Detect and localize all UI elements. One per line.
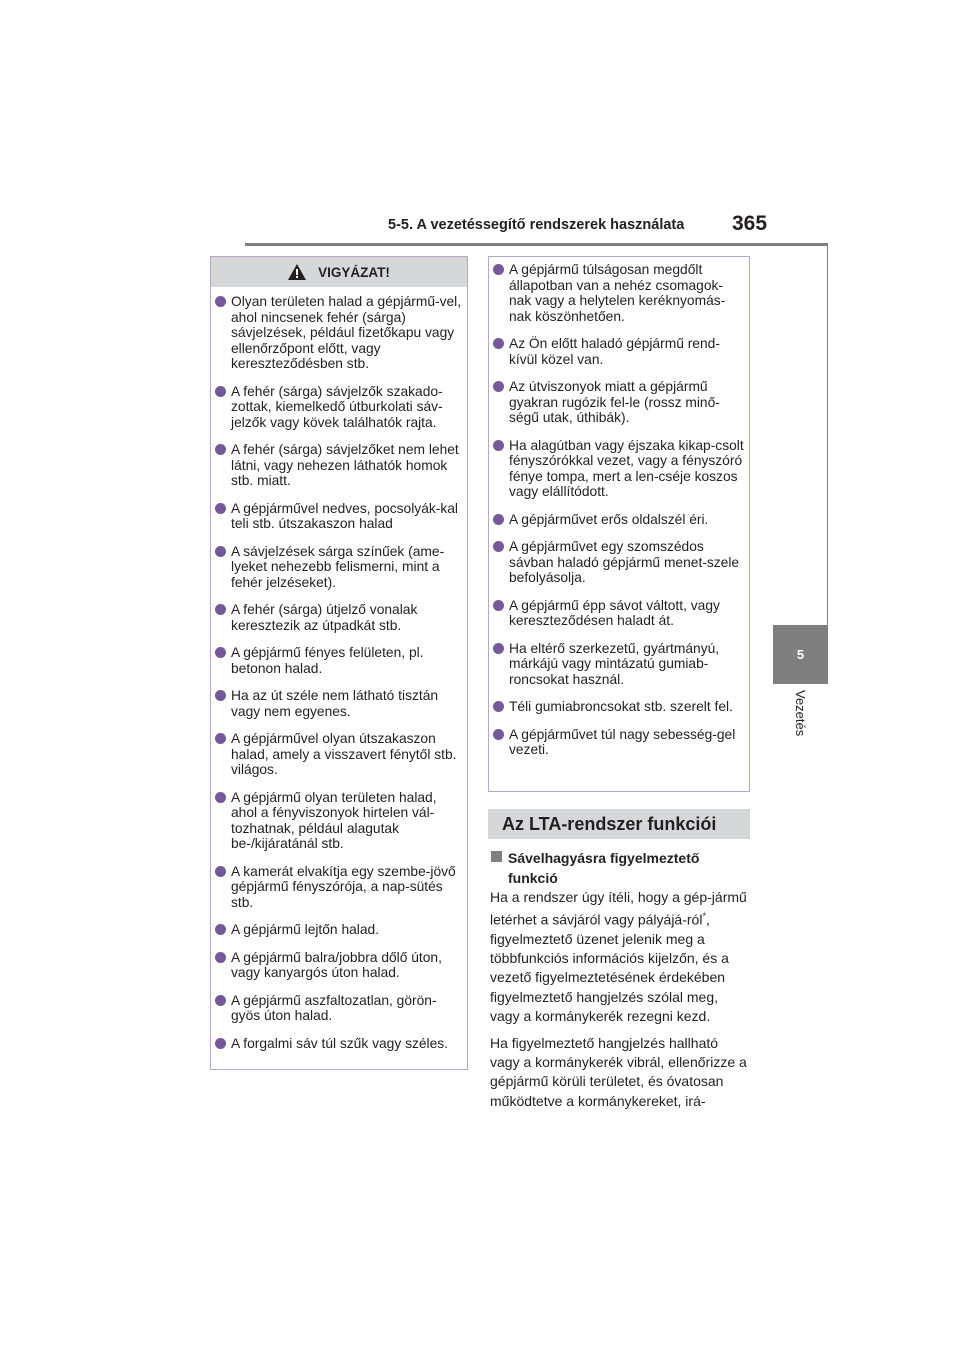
list-item	[213, 731, 463, 778]
list-item	[491, 699, 745, 715]
bullet-icon	[215, 924, 226, 935]
list-item-text: A gépjárművet egy szomszédos sávban haladó gépjármű menet-szele befolyásolja.	[509, 539, 740, 585]
list-item-text: Az Ön előtt haladó gépjármű rend-kívül közel van.	[509, 336, 720, 367]
conditions-list	[491, 262, 745, 770]
list-item	[213, 442, 463, 489]
list-item	[213, 864, 463, 911]
header-title: 5-5. A vezetéssegítő rendszerek használata	[388, 217, 685, 233]
list-item	[491, 512, 745, 528]
page-number: 365	[732, 212, 768, 235]
list-item	[491, 539, 745, 586]
list-item-text: Ha alagútban vagy éjszaka kikap-csolt fényszórókkal vezet, vagy a fényszóró fénye tompa, mert a len-cséje koszos vagy elállítódott.	[509, 437, 744, 499]
bullet-icon	[215, 386, 226, 397]
paragraph-1-end: , figyelmeztető üzenet jelenik meg a többfunkciós információs kijelzőn, és a vezető figyelmeztetésének érdekében figyelmeztető hangjelzés szólal meg, vagy a kormánykerék rezegni kezd.	[490, 911, 729, 1024]
list-item-text: A fehér (sárga) útjelző vonalak keresztezik az útpadkát stb.	[231, 602, 418, 633]
warning-header	[211, 257, 467, 287]
list-item-text: A kamerát elvakítja egy szembe-jövő gépjármű fényszórója, a nap-sütés stb.	[231, 863, 456, 910]
list-item-text: Ha eltérő szerkezetű, gyártmányú, márkájú vagy mintázatú gumiab-roncsokat használ.	[509, 640, 720, 687]
list-item	[491, 438, 745, 500]
list-item-text: Ha az út széle nem látható tisztán vagy nem egyenes.	[231, 688, 439, 719]
list-item	[213, 294, 463, 372]
bullet-icon	[215, 952, 226, 963]
bullet-icon	[215, 792, 226, 803]
bullet-icon	[493, 643, 504, 654]
list-item-text: A forgalmi sáv túl szűk vagy széles.	[231, 1035, 449, 1051]
chapter-number: 5	[796, 647, 805, 662]
list-item	[491, 379, 745, 426]
list-item	[213, 790, 463, 852]
list-item-text: A gépjármű lejtőn halad.	[231, 922, 380, 937]
list-item	[491, 641, 745, 688]
bullet-icon	[493, 381, 504, 392]
warning-box	[210, 256, 468, 1070]
list-item	[213, 384, 463, 431]
square-bullet-icon	[491, 851, 502, 862]
subheading	[490, 848, 745, 888]
paragraph-2: Ha figyelmeztető hangjelzés hallható vagy a kormánykerék vibrál, ellenőrizze a gépjármű körüli területet, és óvatosan működtetve a kormánykereket, irá-	[490, 1035, 747, 1109]
bullet-icon	[493, 514, 504, 525]
list-item-text: A gépjármű túlságosan megdőlt állapotban van a nehéz csomagok-nak vagy a helytelen keréknyomás-nak köszönhetően.	[509, 262, 726, 324]
bullet-icon	[215, 604, 226, 615]
list-item-text: A gépjármű balra/jobbra dőlő úton, vagy kanyargós úton halad.	[231, 949, 442, 980]
list-item-text: Az útviszonyok miatt a gépjármű gyakran rugózik fel-le (rossz minő-ségű utak, úthibák).	[509, 379, 720, 425]
list-item	[491, 336, 745, 367]
list-item-text: A gépjármű olyan területen halad, ahol a fényviszonyok hirtelen vál-tozhatnak, például alagutak be-/kijáratánál stb.	[231, 789, 437, 851]
list-item-text: A gépjárművel nedves, pocsolyák-kal teli stb. útszakaszon halad	[231, 500, 459, 531]
chapter-label: Vezetés	[793, 690, 808, 737]
list-item-text: Olyan területen halad a gépjármű-vel, ahol nincsenek fehér (sárga) sávjelzések, például fizetőkapu vagy ellenőrzőpont előtt, vagy kereszteződésben stb.	[231, 294, 462, 371]
list-item	[213, 950, 463, 981]
section-heading: Az LTA-rendszer funkciói	[488, 809, 750, 839]
chapter-tab[interactable]	[773, 625, 828, 684]
bullet-icon	[493, 701, 504, 712]
conditions-box	[488, 256, 750, 792]
list-item	[491, 262, 745, 324]
bullet-icon	[215, 647, 226, 658]
bullet-icon	[215, 690, 226, 701]
list-item	[213, 993, 463, 1024]
footnote-marker: *	[702, 911, 706, 922]
bullet-icon	[493, 600, 504, 611]
warning-list	[213, 294, 463, 1063]
list-item	[213, 602, 463, 633]
list-item-text: Téli gumiabroncsokat stb. szerelt fel.	[509, 699, 733, 714]
bullet-icon	[493, 264, 504, 275]
warning-title: VIGYÁZAT!	[318, 264, 390, 280]
bullet-icon	[493, 338, 504, 349]
list-item-text: A gépjármű épp sávot váltott, vagy kereszteződésen haladt át.	[509, 597, 720, 628]
list-item-text: A gépjárművet erős oldalszél éri.	[509, 511, 709, 527]
list-item	[213, 688, 463, 719]
warning-triangle-icon	[288, 264, 306, 280]
list-item-text: A gépjármű aszfaltozatlan, görön-gyös úton halad.	[231, 992, 437, 1023]
list-item	[213, 645, 463, 676]
list-item-text: A sávjelzések sárga színűek (ame-lyeket nehezebb felismerni, mint a fehér jelzéseket).	[231, 543, 445, 590]
bullet-icon	[215, 733, 226, 744]
list-item-text: A fehér (sárga) sávjelzőket nem lehet látni, vagy nehezen láthatók homok stb. miatt.	[231, 442, 459, 488]
bullet-icon	[215, 866, 226, 877]
bullet-icon	[215, 546, 226, 557]
bullet-icon	[215, 444, 226, 455]
bullet-icon	[493, 541, 504, 552]
bullet-icon	[215, 503, 226, 514]
list-item	[491, 598, 745, 629]
side-divider	[827, 246, 828, 628]
bullet-icon	[215, 1038, 226, 1049]
list-item-text: A gépjárművel olyan útszakaszon halad, amely a visszavert fénytől stb. világos.	[231, 731, 457, 777]
paragraph-1	[490, 888, 748, 1026]
list-item	[213, 922, 463, 938]
header-rule	[245, 243, 828, 246]
subheading-text: Sávelhagyásra figyelmeztető funkció	[508, 850, 700, 886]
list-item-text: A gépjárművet túl nagy sebesség-gel vezeti.	[509, 726, 736, 757]
list-item	[213, 501, 463, 532]
list-item-text: A fehér (sárga) sávjelzők szakado-zottak, kiemelkedő útburkolati sáv-jelzők vagy kövek találhatók rajta.	[231, 383, 443, 430]
list-item	[491, 727, 745, 758]
bullet-icon	[215, 296, 226, 307]
bullet-icon	[493, 729, 504, 740]
list-item	[213, 544, 463, 591]
bullet-icon	[215, 995, 226, 1006]
list-item-text: A gépjármű fényes felületen, pl. betonon halad.	[231, 645, 424, 676]
list-item	[213, 1036, 463, 1052]
paragraph-1-start: Ha a rendszer úgy ítéli, hogy a gép-jármű letérhet a sávjáról vagy pályájá-ról	[490, 889, 747, 928]
bullet-icon	[493, 440, 504, 451]
